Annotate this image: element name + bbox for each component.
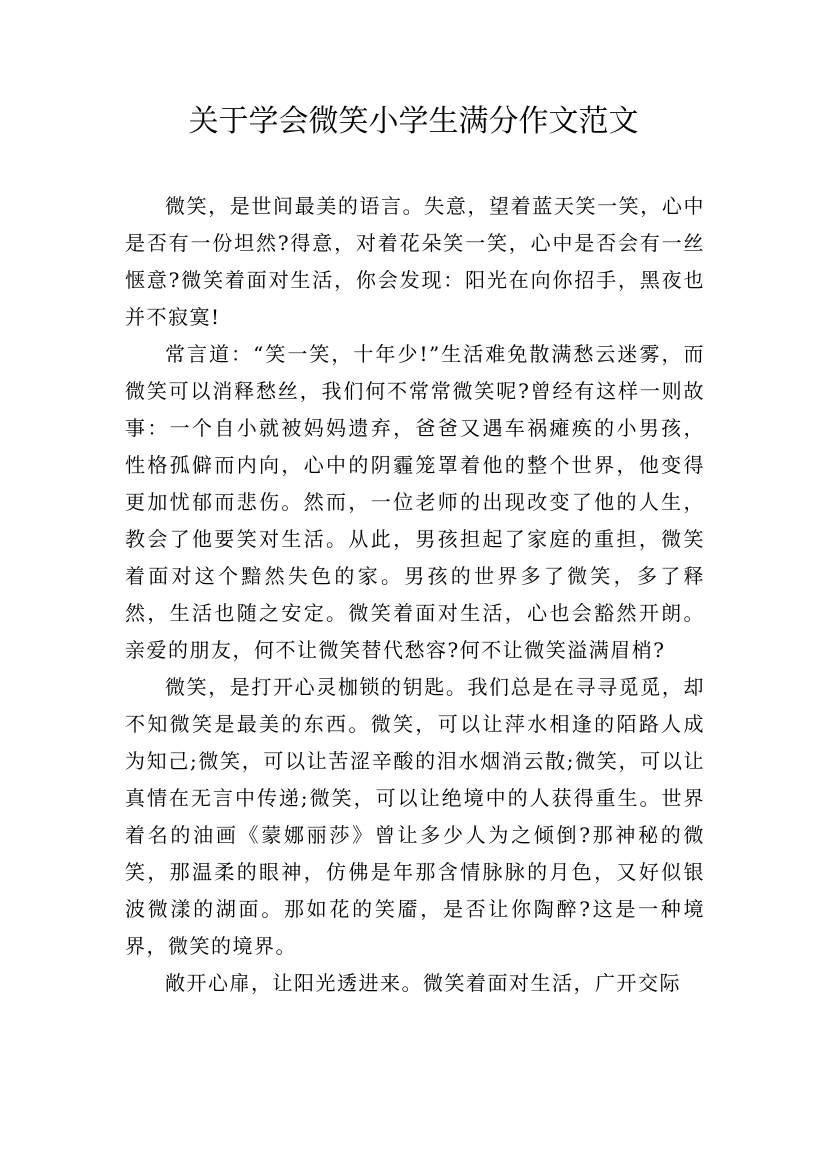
paragraph-3: 微笑，是打开心灵枷锁的钥匙。我们总是在寻寻觅觅，却不知微笑是最美的东西。微笑，可以让萍水相逢的陌路人成为知己;微笑，可以让苦涩辛酸的泪水烟消云散;微笑，可以让真情在无言中传递;微笑，可以让绝境中的人获得重生。世界着名的油画《蒙娜丽莎》曾让多少人为之倾倒?那神秘的微笑，那温柔的眼神，仿佛是年那含情脉脉的月色，又好似银波微漾的湖面。那如花的笑靥，是否让你陶醉?这是一种境界，微笑的境界。 (125, 675, 705, 958)
paragraph-2: 常言道：“笑一笑，十年少!”生活难免散满愁云迷雾，而微笑可以消释愁丝，我们何不常常微笑呢?曾经有这样一则故事：一个自小就被妈妈遗弃，爸爸又遇车祸瘫痪的小男孩，性格孤僻而内向，心中的阴霾笼罩着他的整个世界，他变得更加忧郁而悲伤。然而，一位老师的出现改变了他的人生，教会了他要笑对生活。从此，男孩担起了家庭的重担，微笑着面对这个黯然失色的家。男孩的世界多了微笑，多了释然，生活也随之安定。微笑着面对生活，心也会豁然开朗。亲爱的朋友，何不让微笑替代愁容?何不让微笑溢满眉梢? (125, 342, 705, 662)
document-title: 关于学会微笑小学生满分作文范文 (188, 104, 639, 139)
paragraph-4: 敞开心扉，让阳光透进来。微笑着面对生活，广开交际 (165, 971, 681, 995)
document-body (125, 188, 705, 1002)
paragraph-1: 微笑，是世间最美的语言。失意，望着蓝天笑一笑，心中是否有一份坦然?得意，对着花朵笑一笑，心中是否会有一丝惬意?微笑着面对生活，你会发现：阳光在向你招手，黑夜也并不寂寞! (125, 194, 705, 329)
